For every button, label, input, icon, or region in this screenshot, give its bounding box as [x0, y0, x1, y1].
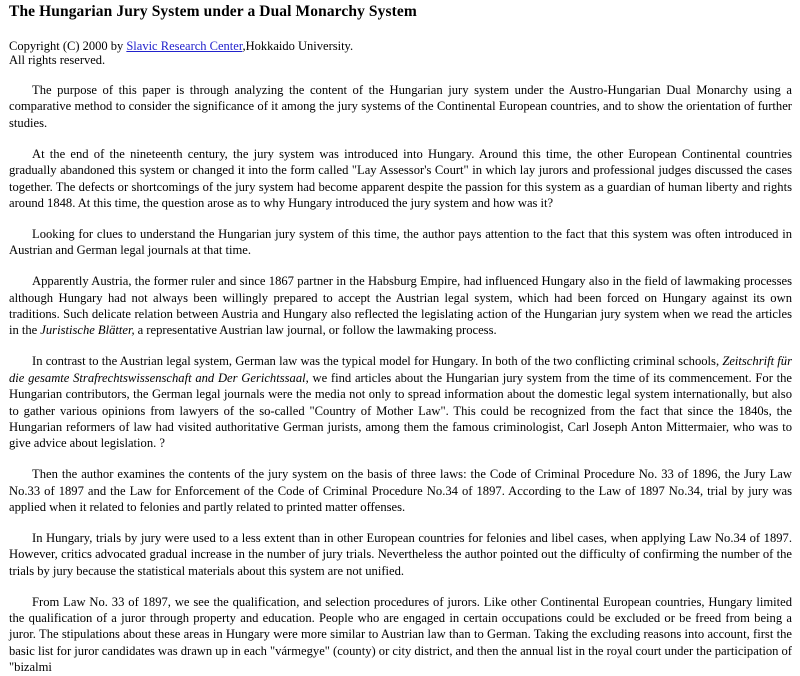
paragraph-text: a representative Austrian law journal, or follow the lawmaking process.: [134, 323, 497, 338]
page-title: The Hungarian Jury System under a Dual Monarchy System: [9, 3, 417, 20]
paragraph-text: From Law No. 33 of 1897, we see the qualification, and selection procedures of jurors. Like other Continental European countries, Hungary limited the qualification of a juror through property and education. People who are engaged in certain occupations could be excluded or be freed from being a juror. The stipulations about these areas in Hungary were more similar to Austrian law than to German. Taking the excluding reasons into account, first the basic list for juror candidates was drawn up in each "vármegye" (county) or city district, and then the annual list in the royal court under the participation of "bizalmi: [9, 594, 792, 675]
journal-name-juristische-blatter: Juristische Blätter,: [40, 323, 135, 338]
paragraph-text: we find articles about the Hungarian jury system from the time of its commencement. For the Hungarian contributors, the German legal journals were the media not only to spread information about the domestic legal system internationally, but also to gather various opinions from lawyers of the so-called "Country of Mother Law". This could be recognized from the fact that since the 1840s, the Hungarian reformers of law had visited authoritative German jurists, among them the famous criminologist, Carl Joseph Anton Mittermaier, who was to give advice about legislation. ?: [9, 370, 792, 451]
copyright-prefix: Copyright (C) 2000 by: [9, 39, 127, 53]
paragraph-text: In contrast to the Austrian legal system, German law was the typical model for Hungary. In both of the two conflicting criminal schools,: [32, 354, 723, 369]
paragraph-3: [9, 226, 792, 259]
paragraph-4: [9, 273, 792, 339]
paragraph-text: Apparently Austria, the former ruler and since 1867 partner in the Habsburg Empire, had influenced Hungary also in the field of lawmaking processes although Hungary had not always been willingly prepared to accept the Austrian legal system, which had been forced on Hungary against its own traditions. Such delicate relation between Austria and Hungary also reflected the legislating action of the Hungarian jury system when we read the articles in the: [9, 274, 792, 338]
paragraph-text: The purpose of this paper is through analyzing the content of the Hungarian jury system under the Austro-Hungarian Dual Monarchy using a comparative method to consider the significance of it among the jury systems of the Continental European countries, and to show the orientation of further studies.: [9, 83, 792, 130]
paragraph-8: [9, 594, 792, 676]
copyright-suffix: ,Hokkaido University.: [242, 39, 354, 53]
copyright-line: [9, 40, 792, 54]
paragraph-5: [9, 353, 792, 451]
paragraph-6: [9, 466, 792, 515]
paragraph-2: [9, 146, 792, 212]
body-copy: [9, 82, 792, 676]
all-rights-reserved-line: All rights reserved.: [9, 52, 106, 67]
journal-name-zeitschrift-gerichtssaal: Zeitschrift für die gesamte Strafrechtswissenschaft and Der Gerichtssaal,: [9, 354, 792, 385]
copyright-block: [9, 40, 792, 67]
paragraph-text: At the end of the nineteenth century, the jury system was introduced into Hungary. Around this time, the other European Continental countries gradually abandoned this system or changed it into the form called "Lay Assessor's Court" in which lay jurors and professional judges discussed the cases together. The defects or shortcomings of the jury system had become apparent despite the passion for this system as a guardian of human liberty and rights around 1848. At this time, the question arose as to why Hungary introduced the jury system and how was it?: [9, 146, 792, 210]
paragraph-7: [9, 530, 792, 579]
paragraph-text: In Hungary, trials by jury were used to a less extent than in other European countries for felonies and libel cases, when applying Law No.34 of 1897. However, critics advocated gradual increase in the number of jury trials. Nevertheless the author pointed out the difficulty of confirming the number of the trials by jury because the statistical materials about this system are not unified.: [9, 530, 792, 578]
paragraph-text: Then the author examines the contents of the jury system on the basis of three laws: the Code of Criminal Procedure No. 33 of 1896, the Jury Law No.33 of 1897 and the Law for Enforcement of the Code of Criminal Procedure No.34 of 1897. According to the Law of 1897 No.34, trial by jury was applied when it related to felonies and partly related to printed matter offenses.: [9, 467, 792, 515]
paragraph-text: Looking for clues to understand the Hungarian jury system of this time, the author pays attention to the fact that this system was often introduced in Austrian and German legal journals at that time.: [9, 226, 792, 258]
paragraph-1: [9, 82, 792, 131]
slavic-research-center-link[interactable]: Slavic Research Center: [126, 39, 243, 53]
